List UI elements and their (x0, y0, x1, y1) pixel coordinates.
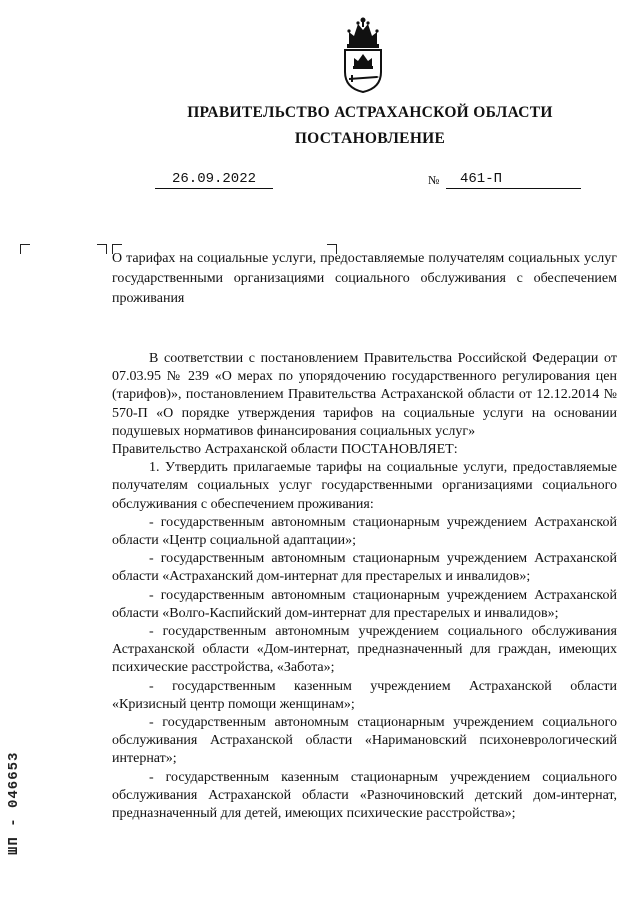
item-1-paragraph: 1. Утвердить прилагаемые тарифы на социальные услуги, предоставляемые получателям социальных услуг государственными организациями социального обслуживания с обеспечением проживания: (112, 460, 617, 512)
document-type-heading: ПОСТАНОВЛЕНИЕ (294, 130, 446, 147)
coat-of-arms-icon (335, 14, 391, 94)
resolves-paragraph: Правительство Астраханской области ПОСТАНОВЛЯЕТ: (112, 442, 458, 458)
institution-bullet: - государственным автономным стационарным учреждением социального обслуживания Астраханской области «Наримановский психоневрологический интернат»; (112, 715, 617, 767)
document-body (112, 350, 617, 823)
document-subject: О тарифах на социальные услуги, предоставляемые получателям социальных услуг государственными организациями социального обслуживания с обеспечением проживания (112, 251, 617, 306)
institution-bullet: - государственным автономным стационарным учреждением Астраханской области «Астраханский дом-интернат для престарелых и инвалидов»; (112, 551, 617, 585)
institution-bullet: - государственным казенным стационарным учреждением социального обслуживания Астраханской области «Разночиновский детский дом-интернат, предназначенный для детей, имеющих психические расстройства»; (112, 769, 617, 822)
document-number: 461-П (446, 171, 581, 189)
corner-mark-left (20, 244, 30, 254)
document-date: 26.09.2022 (155, 171, 273, 189)
institution-bullet: - государственным казенным учреждением Астраханской области «Кризисный центр помощи женщинам»; (112, 678, 617, 712)
institution-bullet: - государственным автономным стационарным учреждением Астраханской области «Волго-Каспийский дом-интернат для престарелых и инвалидов»; (112, 587, 617, 621)
institution-bullet: - государственным автономным стационарным учреждением Астраханской области «Центр социальной адаптации»; (112, 514, 617, 549)
organization-title: ПРАВИТЕЛЬСТВО АСТРАХАНСКОЙ ОБЛАСТИ (187, 104, 553, 121)
preamble-paragraph: В соответствии с постановлением Правительства Российской Федерации от 07.03.95 № 239 «О мерах по упорядочению государственного регулирования цен (тарифов)», постановлением Правительства Астраханской области от 12.12.2014 № 570-П «О порядке утверждения тарифов на социальные услуги на основании подушевых нормативов финансирования социальных услуг» (112, 351, 617, 439)
number-label: № (428, 173, 440, 187)
institution-bullet: - государственным автономным учреждением социального обслуживания Астраханской области «Дом-интернат, предназначенный для граждан, имеющих психические расстройства, «Забота»; (112, 624, 617, 676)
serial-number-stamp: ШП - 046653 (6, 751, 22, 855)
corner-mark-subject-left-a (97, 244, 107, 254)
